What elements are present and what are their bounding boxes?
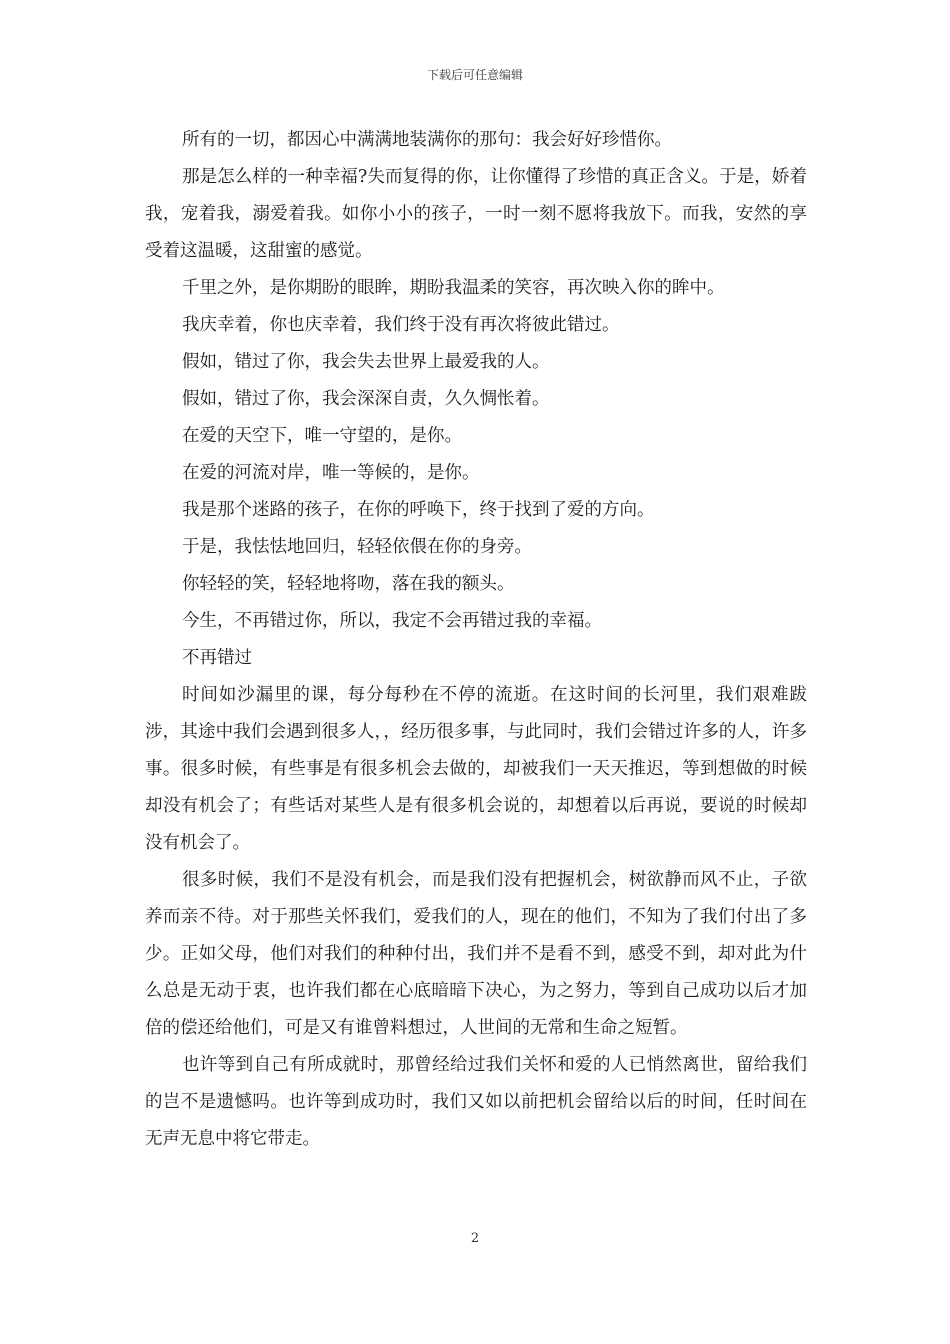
paragraph: 假如，错过了你，我会深深自责，久久惆怅着。	[182, 389, 550, 409]
paragraph: 很多时候，我们不是没有机会，而是我们没有把握机会，树欲静而风不止，子欲养而亲不待。对于那些关怀我们，爱我们的人，现在的他们，不知为了我们付出了多少。正如父母，他们对我们的种种付出，我们并不是看不到，感受不到，却对此为什么总是无动于衷，也许我们都在心底暗暗下决心，为之努力，等到自己成功以后才加倍的偿还给他们，可是又有谁曾料想过，人世间的无常和生命之短暂。	[145, 870, 807, 1038]
paragraph: 千里之外，是你期盼的眼眸，期盼我温柔的笑容，再次映入你的眸中。	[182, 278, 725, 298]
paragraph: 我是那个迷路的孩子，在你的呼唤下，终于找到了爱的方向。	[182, 500, 655, 520]
section-title: 不再错过	[182, 648, 252, 668]
page-header: 下载后可任意编辑	[426, 68, 523, 82]
page-number: 2	[470, 1231, 480, 1246]
paragraph: 那是怎么样的一种幸福?失而复得的你，让你懂得了珍惜的真正含义。于是，娇着我，宠着我，溺爱着我。如你小小的孩子，一时一刻不愿将我放下。而我，安然的享受着这温暖，这甜蜜的感觉。	[145, 167, 807, 261]
paragraph: 时间如沙漏里的课，每分每秒在不停的流逝。在这时间的长河里，我们艰难跋涉，其途中我们会遇到很多人，，经历很多事，与此同时，我们会错过许多的人，许多事。很多时候，有些事是有很多机会去做的，却被我们一天天推迟，等到想做的时候却没有机会了；有些话对某些人是有很多机会说的，却想着以后再说，要说的时候却没有机会了。	[145, 685, 807, 853]
paragraph: 在爱的河流对岸，唯一等候的，是你。	[182, 463, 480, 483]
paragraph: 于是，我怯怯地回归，轻轻依偎在你的身旁。	[182, 537, 532, 557]
paragraph: 我庆幸着，你也庆幸着，我们终于没有再次将彼此错过。	[182, 315, 620, 335]
paragraph: 在爱的天空下，唯一守望的，是你。	[182, 426, 462, 446]
paragraph: 也许等到自己有所成就时，那曾经给过我们关怀和爱的人已悄然离世，留给我们的岂不是遗憾吗。也许等到成功时，我们又如以前把机会留给以后的时间，任时间在无声无息中将它带走。	[145, 1055, 807, 1149]
paragraph: 所有的一切，都因心中满满地装满你的那句：我会好好珍惜你。	[182, 130, 672, 150]
document-body	[145, 122, 807, 1158]
paragraph: 今生，不再错过你，所以，我定不会再错过我的幸福。	[182, 611, 602, 631]
paragraph: 你轻轻的笑，轻轻地将吻，落在我的额头。	[182, 574, 515, 594]
paragraph: 假如，错过了你，我会失去世界上最爱我的人。	[182, 352, 550, 372]
